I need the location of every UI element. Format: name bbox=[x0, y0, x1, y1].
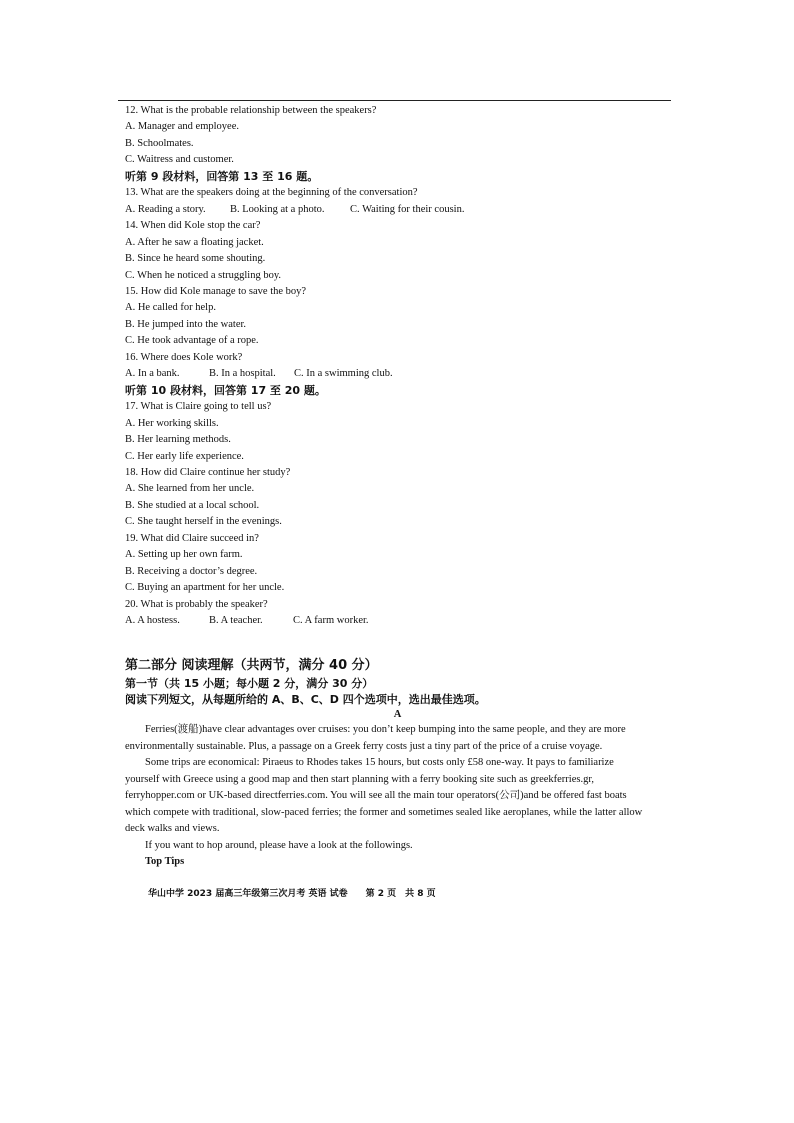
header-divider bbox=[118, 100, 671, 101]
question-14: 14. When did Kole stop the car? bbox=[125, 220, 261, 232]
option-16b: B. In a hospital. bbox=[209, 368, 276, 380]
option-17a: A. Her working skills. bbox=[125, 417, 219, 429]
option-17c: C. Her early life experience. bbox=[125, 450, 244, 462]
option-19a: A. Setting up her own farm. bbox=[125, 549, 243, 561]
reading-instruction: 阅读下列短文，从每题所给的 A、B、C、D 四个选项中，选出最佳选项。 bbox=[125, 692, 486, 706]
option-18b: B. She studied at a local school. bbox=[125, 499, 260, 511]
option-14a: A. After he saw a floating jacket. bbox=[125, 236, 264, 248]
option-15b: B. He jumped into the water. bbox=[125, 318, 247, 330]
options-13 bbox=[125, 202, 670, 218]
question-17: 17. What is Claire going to tell us? bbox=[125, 401, 272, 413]
option-12b: B. Schoolmates. bbox=[125, 137, 194, 149]
option-18c: C. She taught herself in the evenings. bbox=[125, 516, 282, 528]
question-18: 18. How did Claire continue her study? bbox=[125, 466, 291, 478]
question-12: 12. What is the probable relationship between the speakers? bbox=[125, 105, 377, 116]
question-13: 13. What are the speakers doing at the beginning of the conversation? bbox=[125, 187, 418, 199]
spacer bbox=[125, 630, 670, 648]
paragraph-2-line-4: which compete with traditional, slow-paced ferries; the former and sometimes sealed like aeroplanes, while the latter allow bbox=[125, 806, 643, 818]
paragraph-2 bbox=[125, 755, 670, 771]
option-20a: A. A hostess. bbox=[125, 615, 180, 627]
option-16a: A. In a bank. bbox=[125, 368, 180, 380]
option-14b: B. Since he heard some shouting. bbox=[125, 253, 266, 265]
option-13a: A. Reading a story. bbox=[125, 203, 206, 215]
option-15a: A. He called for help. bbox=[125, 302, 216, 314]
option-20b: B. A teacher. bbox=[209, 615, 263, 627]
question-19: 19. What did Claire succeed in? bbox=[125, 532, 259, 544]
question-16: 16. Where does Kole work? bbox=[125, 351, 243, 363]
paragraph-2-line-1: Some trips are economical: Piraeus to Rhodes takes 15 hours, but costs only £58 one-way. It pays to familiarize bbox=[145, 757, 614, 769]
paragraph-2-line-5: deck walks and views. bbox=[125, 823, 220, 835]
option-20c: C. A farm worker. bbox=[293, 615, 369, 627]
paragraph-2-line-2: yourself with Greece using a good map and then start planning with a ferry booking site such as greekferries.gr, bbox=[125, 773, 595, 785]
page-footer: 华山中学 2023 届高三年级第三次月考 英语 试卷 第 2 页 共 8 页 bbox=[148, 889, 436, 899]
top-tips-heading: Top Tips bbox=[145, 856, 185, 868]
paragraph-1 bbox=[125, 722, 670, 738]
options-20 bbox=[125, 613, 670, 629]
option-14c: C. When he noticed a struggling boy. bbox=[125, 269, 282, 281]
section-1-heading: 第一节（共 15 小题；每小题 2 分，满分 30 分） bbox=[125, 676, 374, 690]
paragraph-3: If you want to hop around, please have a look at the followings. bbox=[145, 839, 413, 851]
option-18a: A. She learned from her uncle. bbox=[125, 483, 255, 495]
option-13c: C. Waiting for their cousin. bbox=[350, 203, 465, 215]
option-12c: C. Waitress and customer. bbox=[125, 154, 234, 166]
paragraph-2-line-3: ferryhopper.com or UK-based directferries.com. You will see all the main tour operators(公司)and be offered fast boats bbox=[125, 790, 627, 802]
passage-label: A bbox=[393, 709, 402, 721]
option-13b: B. Looking at a photo. bbox=[230, 203, 325, 215]
section-10-heading: 听第 10 段材料，回答第 17 至 20 题。 bbox=[125, 383, 326, 397]
options-16 bbox=[125, 366, 670, 382]
question-15: 15. How did Kole manage to save the boy? bbox=[125, 285, 307, 297]
section-9-heading: 听第 9 段材料，回答第 13 至 16 题。 bbox=[125, 169, 319, 183]
option-17b: B. Her learning methods. bbox=[125, 434, 231, 446]
part-2-title: 第二部分 阅读理解（共两节，满分 40 分） bbox=[125, 657, 378, 673]
option-12a: A. Manager and employee. bbox=[125, 121, 239, 133]
question-20: 20. What is probably the speaker? bbox=[125, 598, 268, 610]
exam-content bbox=[125, 103, 670, 870]
paragraph-1-line-1: Ferries(渡船)have clear advantages over cruises: you don’t keep bumping into the same people, and they are more bbox=[145, 724, 626, 736]
option-15c: C. He took advantage of a rope. bbox=[125, 335, 259, 347]
option-16c: C. In a swimming club. bbox=[294, 368, 393, 380]
option-19c: C. Buying an apartment for her uncle. bbox=[125, 582, 285, 594]
option-19b: B. Receiving a doctor’s degree. bbox=[125, 565, 258, 577]
paragraph-1-line-2: environmentally sustainable. Plus, a passage on a Greek ferry costs just a tiny part of the price of a cruise voyage. bbox=[125, 740, 603, 752]
